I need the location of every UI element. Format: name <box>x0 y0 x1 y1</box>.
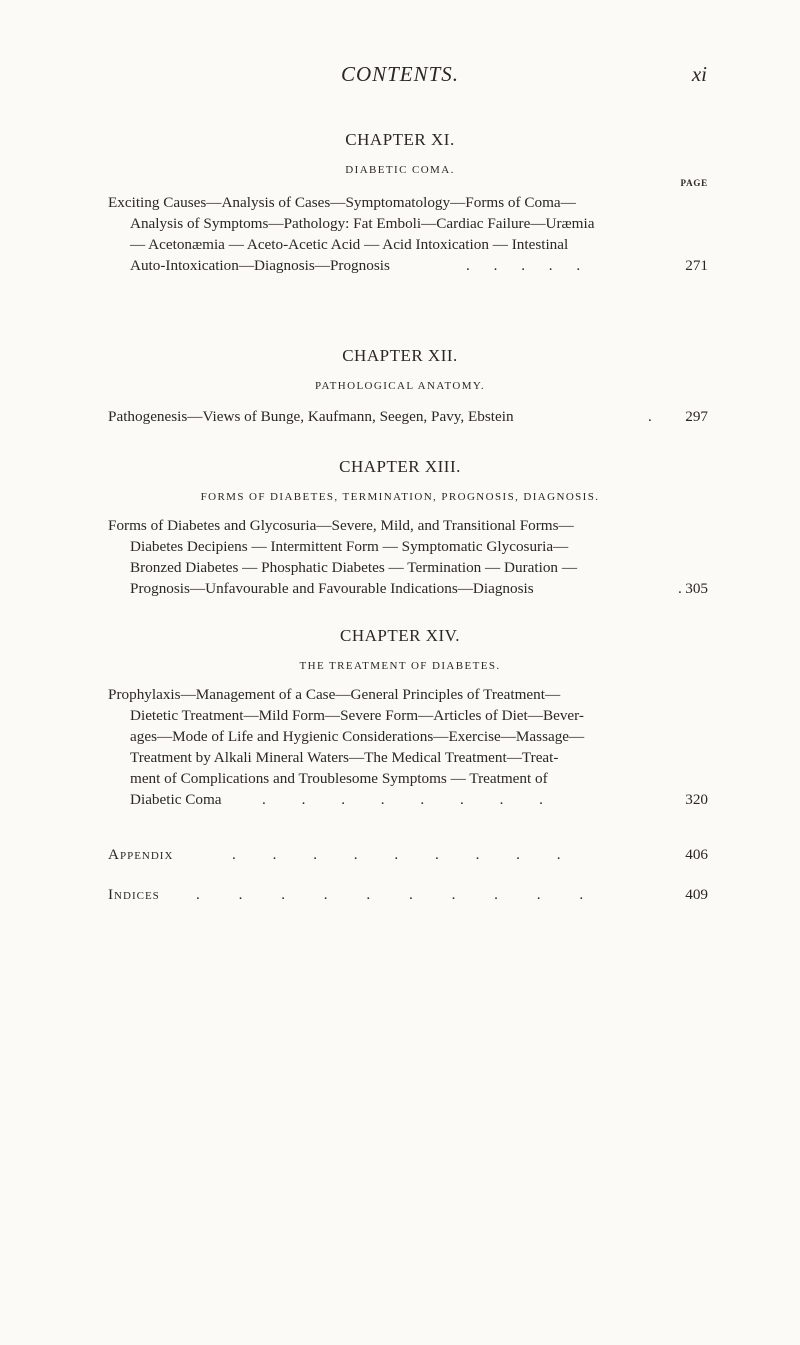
chapter-subtitle: FORMS OF DIABETES, TERMINATION, PROGNOSIS, DIAGNOSIS. <box>200 491 600 503</box>
contents-line: Exciting Causes—Analysis of Cases—Symptomatology—Forms of Coma— <box>108 194 576 211</box>
appendix-label: Appendix <box>108 846 174 863</box>
contents-line: Pathogenesis—Views of Bunge, Kaufmann, Seegen, Pavy, Ebstein <box>108 408 514 425</box>
contents-line: Analysis of Symptoms—Pathology: Fat Emboli—Cardiac Failure—Uræmia <box>130 215 595 232</box>
page-ref: 297 <box>685 408 708 425</box>
dot-leader: . . . . . . . . <box>262 791 543 808</box>
contents-line: ages—Mode of Life and Hygienic Considerations—Exercise—Massage— <box>130 728 585 745</box>
chapter-xiv <box>0 626 800 672</box>
page-ref: 320 <box>685 791 708 808</box>
chapter-title: CHAPTER XII. <box>342 346 458 365</box>
chapter-title: CHAPTER XIII. <box>339 457 461 476</box>
chapter-subtitle: PATHOLOGICAL ANATOMY. <box>315 380 485 392</box>
dot-leader: . . . . . . . . . . <box>196 886 584 903</box>
chapter-subtitle: THE TREATMENT OF DIABETES. <box>299 660 501 672</box>
contents-line: Diabetes Decipiens — Intermittent Form — Symptomatic Glycosuria— <box>130 538 569 555</box>
chapter-xiii-contents <box>108 515 664 599</box>
dot-leader: . . <box>648 408 690 425</box>
page-column-label: PAGE <box>680 178 708 188</box>
chapter-subtitle: DIABETIC COMA. <box>345 164 455 176</box>
chapter-title: CHAPTER XI. <box>345 130 455 149</box>
page-number: xi <box>691 62 707 86</box>
dot-leader: . . . . . <box>466 257 581 274</box>
running-title: CONTENTS. <box>340 62 460 86</box>
contents-line: Prophylaxis—Management of a Case—General Principles of Treatment— <box>108 686 561 703</box>
contents-line: Bronzed Diabetes — Phosphatic Diabetes — Termination — Duration — <box>130 559 578 576</box>
indices-label: Indices <box>108 886 160 903</box>
dot-leader: . <box>678 580 682 597</box>
chapter-xii-contents <box>108 406 664 427</box>
contents-line: Forms of Diabetes and Glycosuria—Severe, Mild, and Transitional Forms— <box>108 517 574 534</box>
chapter-xiii <box>0 457 800 503</box>
running-head <box>0 62 800 92</box>
contents-line: Auto-Intoxication—Diagnosis—Prognosis <box>130 257 390 274</box>
chapter-xi-contents <box>108 192 664 276</box>
chapter-xii <box>0 346 800 392</box>
page-ref: 305 <box>685 580 708 597</box>
contents-line: — Acetonæmia — Aceto-Acetic Acid — Acid Intoxication — Intestinal <box>130 236 569 253</box>
dot-leader: . . . . . . . . . <box>232 846 561 863</box>
page-ref: 409 <box>685 886 708 903</box>
page-ref: 271 <box>685 257 708 274</box>
page-ref: 406 <box>685 846 708 863</box>
contents-line: Diabetic Coma <box>130 791 222 808</box>
chapter-xi <box>0 130 800 176</box>
contents-line: Dietetic Treatment—Mild Form—Severe Form—Articles of Diet—Bever- <box>130 707 584 724</box>
contents-line: Prognosis—Unfavourable and Favourable Indications—Diagnosis <box>130 580 534 597</box>
contents-line: Treatment by Alkali Mineral Waters—The Medical Treatment—Treat- <box>130 749 559 766</box>
contents-line: ment of Complications and Troublesome Symptoms — Treatment of <box>130 770 548 787</box>
chapter-title: CHAPTER XIV. <box>340 626 460 645</box>
